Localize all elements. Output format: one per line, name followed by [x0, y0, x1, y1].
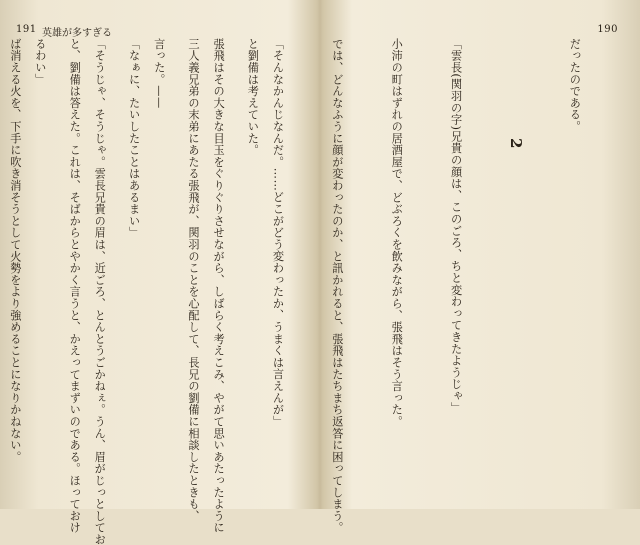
text-line: 言った。—— — [152, 38, 166, 109]
text-line: 「そうじゃ、そうじゃ。雲長兄貴の眉は、近ごろ、とんとうごかねぇ。うん、眉がじっとしてお — [93, 38, 107, 545]
text-line: 三人義兄弟の末弟にあたる張飛が、関羽のことを心配して、長兄の劉備に相談したときも、 — [187, 38, 201, 522]
text-line: では、どんなふうに顔が変わったのか、と訊かれると、張飛はたちまち返答に困ってしまう。 — [330, 38, 344, 534]
right-page-text — [0, 38, 624, 545]
running-title: 英雄が多すぎる — [42, 28, 112, 39]
page-number-right: 190 — [597, 24, 618, 35]
text-line: 小沛の町はずれの居酒屋で、どぶろくを飲みながら、張飛はそう言った。 — [390, 38, 404, 428]
text-line: 「そんなかんじなんだ。……どこがどう変わったか、うまくは言えんが」 — [271, 38, 285, 428]
text-line: と劉備は考えていた。 — [246, 38, 260, 156]
text-line: ば消える火を、下手に吹き消そうとして火勢をより強めることになりかねない。 — [8, 38, 22, 463]
text-line: だったのである。 — [568, 38, 582, 133]
section-number: 2 — [507, 138, 526, 150]
page-number-left: 191 — [16, 24, 37, 35]
text-line: るわい」 — [33, 38, 47, 86]
text-line: 「雲長(関羽の字)兄貴の顔は、このごろ、ちと変わってきたようじゃ」 — [449, 38, 463, 414]
text-line: 張飛はその大きな目玉をぐりぐりさせながら、しばらく考えこみ、やがて思いあたったように — [212, 38, 226, 534]
text-line: 「なぁに、たいしたことはあるまい」 — [127, 38, 141, 239]
text-line: と、劉備は答えた。これは、そばからとやかく言うと、かえってまずいのである。ほっておけ — [68, 38, 82, 534]
